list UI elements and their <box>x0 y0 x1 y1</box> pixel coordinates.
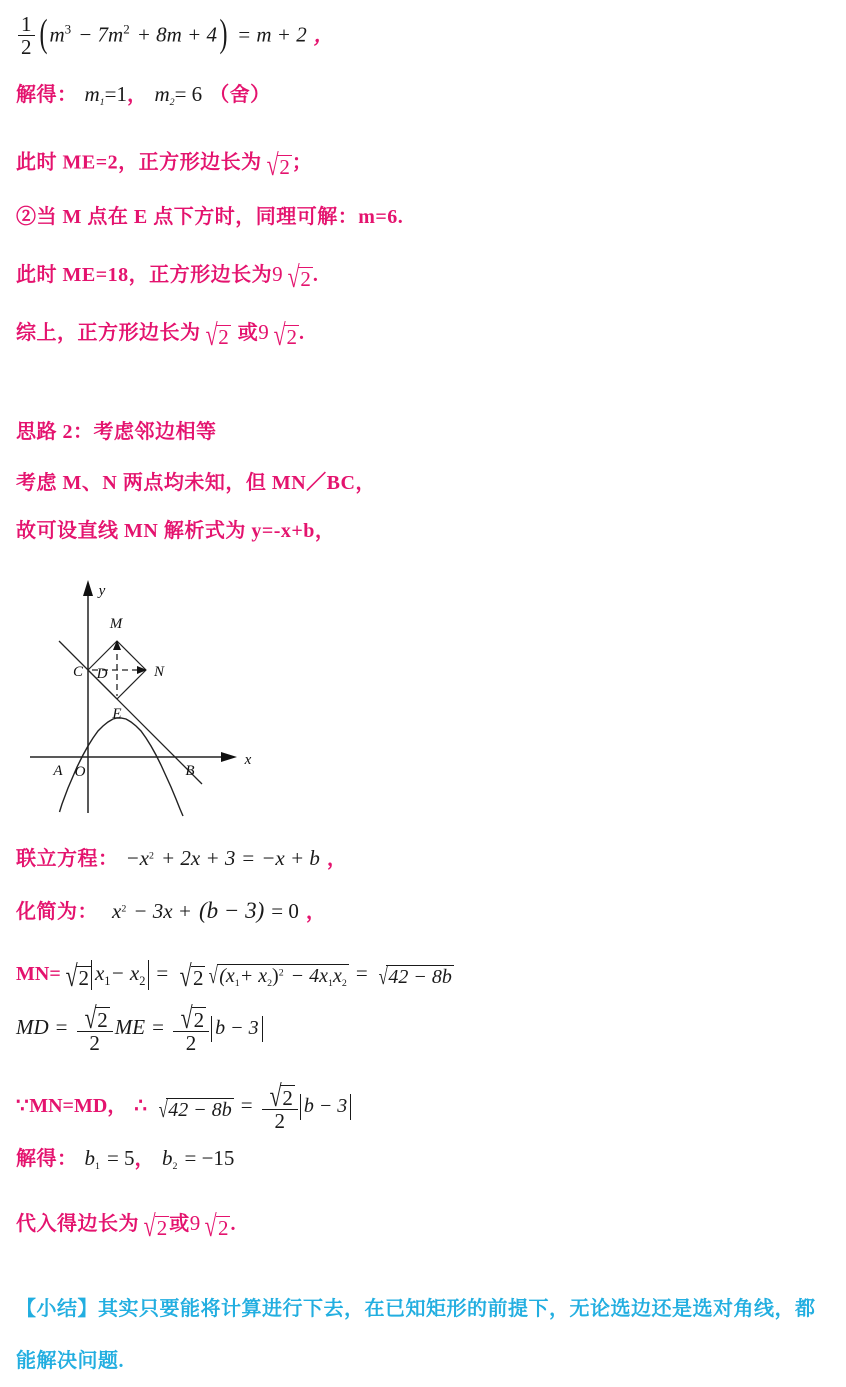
radicand: 2 <box>279 155 290 179</box>
y-axis-arrow <box>83 580 93 596</box>
label-E: E <box>112 706 122 722</box>
because-symbol: ∵ <box>16 1095 30 1118</box>
sqrt-discriminant <box>205 964 348 989</box>
fraction-denominator: 2 <box>18 35 35 58</box>
simplify-equals-zero: = 0 <box>271 899 299 923</box>
radicand: 42 − 8b <box>388 966 452 989</box>
radical-sign: √ <box>287 260 300 295</box>
case2-me-line <box>16 260 319 295</box>
sqrt-2-mn-a <box>61 959 91 994</box>
mn-label: MN= <box>16 963 61 985</box>
substitute-line <box>16 1209 236 1244</box>
bt-equals: = <box>240 1093 253 1118</box>
solve-m-line <box>16 84 271 108</box>
disc-sub-4: 2 <box>341 977 347 989</box>
radicand: 2 <box>217 1216 229 1241</box>
cubic-term-m3: m <box>49 22 65 47</box>
fraction-numerator <box>262 1079 298 1113</box>
joint-lhs-b: + 2x + 3 <box>160 846 236 870</box>
substitute-period: . <box>230 1213 236 1235</box>
abs-minus-x2: − x <box>110 961 140 985</box>
fraction-sqrt2-over-2-c <box>262 1079 298 1134</box>
m1-value: =1 <box>104 82 127 106</box>
coef-9-a: 9 <box>272 262 283 286</box>
sqrt-2-b <box>283 260 313 295</box>
solve-b-line <box>16 1148 234 1172</box>
sqrt-2-c <box>201 318 231 353</box>
exponent-3: 3 <box>64 21 72 37</box>
radicand: 2 <box>78 966 89 991</box>
b2-subscript: 2 <box>172 1161 178 1173</box>
simplify-exponent: 2 <box>121 903 127 915</box>
simplify-label: 化简为： <box>16 901 98 923</box>
md-label: MD <box>16 1015 49 1040</box>
abs-b-minus-3-b: b − 3 <box>300 1094 352 1120</box>
radical-sign: √ <box>205 318 218 353</box>
b2-value: = −15 <box>184 1146 235 1170</box>
fraction-denominator: 2 <box>173 1031 209 1054</box>
x-axis-arrow <box>221 752 237 762</box>
joint-equals: = <box>242 846 255 870</box>
case2-me-suffix: . <box>312 264 319 286</box>
fraction-one-half <box>18 13 35 58</box>
joint-exponent: 2 <box>149 850 154 862</box>
segment-MN <box>117 641 146 670</box>
radical-sign: √ <box>209 962 219 989</box>
radicand: 2 <box>97 1008 108 1032</box>
radical-sign: √ <box>84 1001 97 1035</box>
sqrt-42-minus-8b-b <box>155 1096 234 1123</box>
disc-sub-1: 1 <box>234 977 240 989</box>
sqrt-2-bt <box>265 1079 295 1113</box>
trailing-comma: ， <box>313 24 335 47</box>
b1-subscript: 1 <box>95 1161 100 1173</box>
substitute-or: 或 <box>169 1213 190 1235</box>
radical-sign: √ <box>204 1209 217 1244</box>
segment-NE <box>117 670 146 699</box>
md-equals-1: = <box>55 1015 68 1040</box>
simplify-equation-line <box>16 899 326 922</box>
summary-tag: 【小结】 <box>16 1298 98 1320</box>
summary-paragraph <box>16 1283 828 1387</box>
abs-b-minus-3-a: b − 3 <box>211 1016 263 1042</box>
label-A: A <box>53 763 63 779</box>
diagonal-ME-arrow <box>113 640 121 650</box>
disc-plus-x: + x <box>239 964 268 987</box>
radical-sign: √ <box>65 959 78 994</box>
radical-sign: √ <box>143 1209 156 1244</box>
radicand: 2 <box>286 325 297 350</box>
joint-comma: ， <box>326 848 348 870</box>
fraction-sqrt2-over-2-a <box>77 1001 113 1056</box>
summary-text: 其实只要能将计算进行下去，在已知矩形的前提下，无论选边还是选对角线，都能解决问题. <box>16 1298 816 1372</box>
abs-x1: x <box>94 961 105 985</box>
label-y-axis: y <box>98 583 106 599</box>
diagonal-CN-arrow <box>137 666 147 674</box>
label-x-axis: x <box>244 752 252 768</box>
coef-9-b: 9 <box>258 320 269 344</box>
parabola-rhombus-figure <box>16 566 266 832</box>
sqrt-2-sub-b <box>200 1209 230 1244</box>
mn-formula-line <box>16 959 454 994</box>
simplify-paren-group: (b − 3) <box>198 898 265 923</box>
right-paren: ) <box>219 12 228 56</box>
conclusion-line-1 <box>16 318 305 353</box>
fraction-numerator <box>77 1001 113 1035</box>
sqrt-2-d <box>269 318 299 353</box>
reject-note: （舍） <box>209 84 271 106</box>
radical-sign: √ <box>266 148 279 182</box>
radicand: 42 − 8b <box>168 1098 232 1121</box>
sqrt-2-sub-a <box>139 1209 169 1244</box>
joint-rhs: −x + b <box>261 846 320 870</box>
joint-lhs-a: −x <box>125 846 149 870</box>
sqrt-2-mn-b <box>175 959 205 994</box>
sqrt-2-md-b <box>176 1001 206 1035</box>
label-D: D <box>96 666 108 682</box>
b1-symbol: b <box>84 1146 95 1170</box>
disc-x: x <box>333 964 342 987</box>
radical-sign: √ <box>158 1096 168 1123</box>
solve-label: 解得： <box>16 84 78 106</box>
radical-sign: √ <box>269 1079 282 1113</box>
label-N: N <box>153 664 165 680</box>
figure-svg <box>16 566 266 832</box>
sqrt-2-a <box>262 148 292 182</box>
mn-eq-md-text: MN=MD， <box>29 1095 128 1118</box>
m2-subscript: 2 <box>169 97 175 109</box>
simplify-lhs-a: x <box>112 899 122 923</box>
radical-sign: √ <box>180 1001 193 1035</box>
disc-rest: − 4x <box>290 964 329 987</box>
label-O: O <box>74 764 86 780</box>
case1-me-suffix: ； <box>291 151 313 174</box>
solve-b-label: 解得： <box>16 1148 78 1170</box>
coef-9-c: 9 <box>189 1211 201 1235</box>
disc-open: (x <box>219 964 235 987</box>
substitute-prefix: 代入得边长为 <box>16 1213 139 1235</box>
disc-sub-3: 1 <box>328 977 333 989</box>
cubic-term-rest: + 8m + 4 <box>136 22 217 47</box>
fraction-numerator: 1 <box>21 12 32 36</box>
fraction-denominator: 2 <box>262 1109 298 1132</box>
exponent-2: 2 <box>123 21 130 37</box>
conclusion-or: 或 <box>237 322 259 344</box>
case1-me-text: 此时 ME=2，正方形边长为 <box>16 151 262 174</box>
cubic-rhs: = m + 2 <box>236 22 307 47</box>
label-B: B <box>185 763 195 779</box>
m1-symbol: m <box>84 82 100 106</box>
line-CB <box>59 641 202 784</box>
conclusion-period: . <box>298 322 305 344</box>
label-C: C <box>72 664 84 680</box>
fraction-denominator: 2 <box>77 1031 113 1054</box>
joint-equation-line <box>16 848 347 869</box>
radicand: 2 <box>282 1086 293 1110</box>
b2-symbol: b <box>162 1146 173 1170</box>
abs-x1-sub: 1 <box>104 974 111 988</box>
radical-sign: √ <box>378 964 388 991</box>
idea2-heading: 思路 2：考虑邻边相等 <box>16 421 217 443</box>
radicand: 2 <box>218 325 229 350</box>
disc-sup: 2 <box>278 967 284 979</box>
md-equals-2: = <box>152 1015 164 1040</box>
radicand: 2 <box>193 1008 205 1032</box>
sqrt-42-minus-8b <box>375 964 454 991</box>
abs-x1-minus-x2 <box>91 960 149 990</box>
m1-subscript: 1 <box>99 97 105 109</box>
conclusion-prefix: 综上，正方形边长为 <box>16 322 201 344</box>
radical-sign: √ <box>179 959 192 994</box>
disc-close: ) <box>272 964 279 987</box>
case2-line: ②当 M 点在 E 点下方时，同理可解：m=6. <box>16 206 404 228</box>
mn-equals-1: = <box>156 961 169 985</box>
radicand: 2 <box>156 1216 168 1241</box>
m2-value: = 6 <box>174 82 203 106</box>
left-paren: ( <box>38 12 47 56</box>
radicand <box>217 964 349 989</box>
joint-label: 联立方程： <box>16 848 119 870</box>
case1-me-line <box>16 148 313 182</box>
fraction-sqrt2-over-2-b <box>173 1001 209 1056</box>
cubic-term-7m2: − 7m <box>78 22 124 47</box>
equation-cubic <box>16 14 334 59</box>
solve-b-comma: ， <box>134 1148 156 1170</box>
me-symbol: ME <box>114 1015 146 1040</box>
label-M: M <box>109 616 123 632</box>
because-therefore-line <box>16 1079 351 1134</box>
comma-1: ， <box>126 84 148 106</box>
radical-sign: √ <box>273 318 286 353</box>
m2-symbol: m <box>154 82 170 106</box>
simplify-lhs-b: − 3x + <box>133 899 192 923</box>
b1-value: = 5 <box>106 1146 135 1170</box>
radicand: 2 <box>192 966 204 991</box>
mn-equals-2: = <box>355 961 368 985</box>
idea2-line-1: 考虑 M、N 两点均未知，但 MN／BC， <box>16 472 376 494</box>
radicand: 2 <box>300 267 311 292</box>
simplify-comma: ， <box>305 901 327 923</box>
fraction-numerator <box>173 1001 209 1035</box>
idea2-line-2: 故可设直线 MN 解析式为 y=-x+b， <box>16 520 336 542</box>
abs-x2-sub: 2 <box>139 974 146 988</box>
therefore-symbol: ∴ <box>134 1095 148 1118</box>
disc-sub-2: 2 <box>267 977 273 989</box>
sqrt-2-md-a <box>80 1001 110 1035</box>
md-formula-line <box>16 1001 263 1056</box>
case2-me-text: 此时 ME=18，正方形边长为 <box>16 264 273 286</box>
